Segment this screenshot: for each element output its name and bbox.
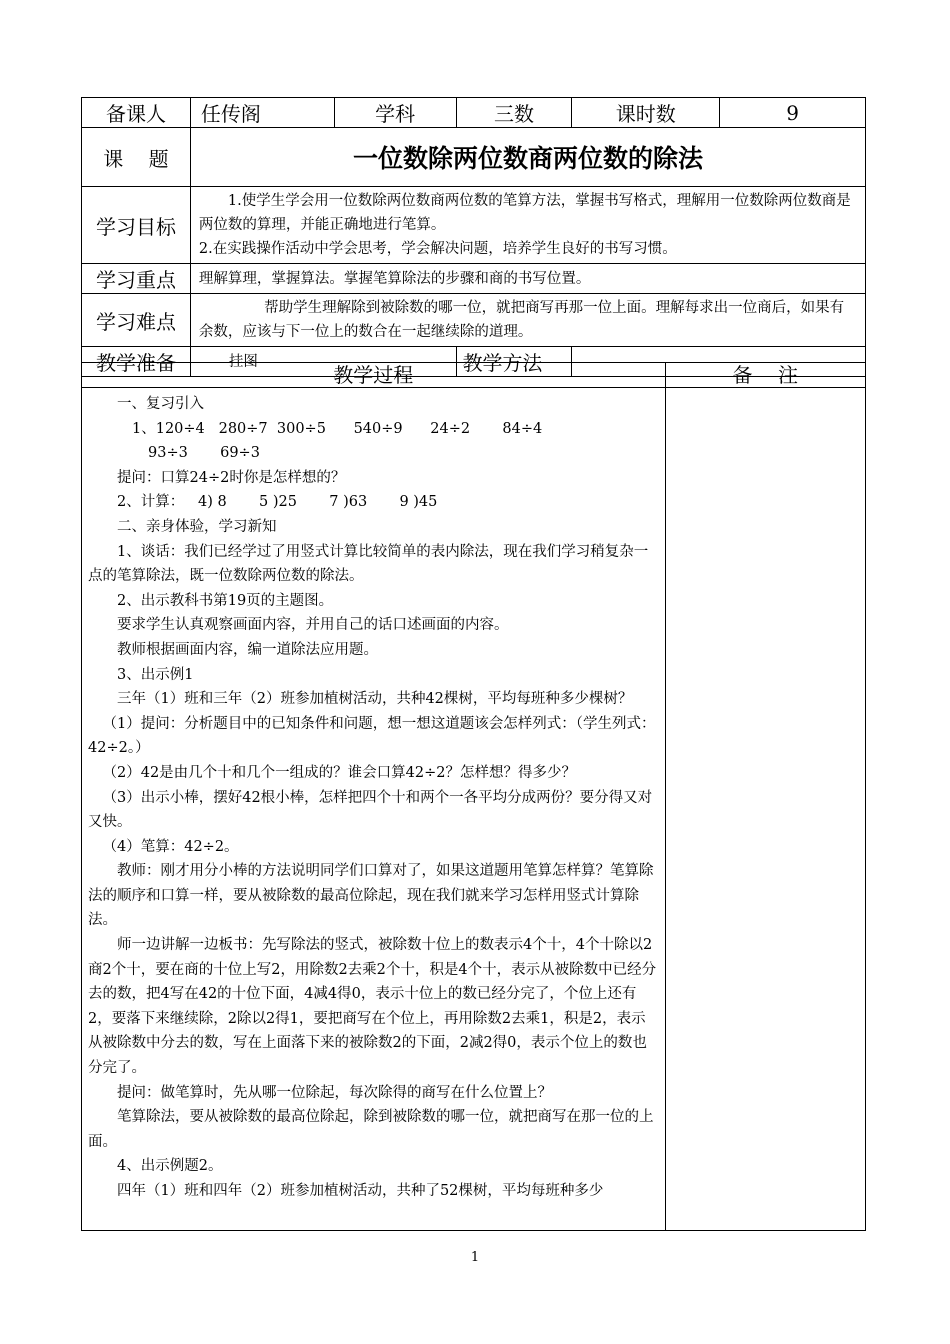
subject-label: 学科 (334, 98, 456, 128)
subject-value: 三数 (456, 98, 572, 128)
text-line: 教师根据画面内容，编一道除法应用题。 (117, 641, 378, 658)
example-problem: 三年（1）班和三年（2）班参加植树活动，共种42棵树，平均每班种多少棵树？ (117, 691, 633, 708)
process-content (82, 388, 666, 1231)
difficulty-cell (190, 294, 865, 347)
text-line: （2）42是由几个十和几个一组成的？谁会口算42÷2？怎样想？得多少？ (102, 764, 576, 781)
text-line: 2、出示教科书第19页的主题图。 (117, 592, 334, 609)
text-line: 4、出示例题2。 (117, 1158, 223, 1175)
prep-label: 教学准备 (82, 347, 191, 377)
text-line: 笔算除法，要从被除数的最高位除起，除到被除数的哪一位，就把商写在那一位的上面。 (88, 1109, 654, 1150)
process-body-row (82, 388, 866, 1231)
lesson-header-table (81, 97, 866, 377)
section-heading: 一、复习引入 (117, 396, 204, 412)
goals-row (82, 187, 866, 264)
key-row (82, 264, 866, 294)
difficulty-content: 帮助学生理解除到被除数的哪一位，就把商写再那一位上面。理解每求出一位商后，如果有余数，应该与下一位上的数合在一起继续除的道理。 (198, 300, 845, 340)
review-problems: 1、120÷4 280÷7 300÷5 540÷9 24÷2 84÷4 (132, 420, 543, 437)
goal-item: 1.使学生学会用一位数除两位数商两位数的笔算方法，掌握书写格式，理解用一位数除两位数商是两位数的算理，并能正确地进行笔算。 (198, 193, 851, 233)
teacher-label: 备课人 (82, 98, 191, 128)
teacher-value: 任传阁 (190, 98, 334, 128)
process-label: 教学过程 (82, 363, 666, 388)
text-line: （4）笔算：42÷2。 (102, 838, 239, 855)
page-number: 1 (470, 1250, 480, 1265)
goals-label: 学习目标 (82, 187, 191, 264)
hours-label: 课时数 (572, 98, 720, 128)
topic-label: 课 题 (82, 128, 191, 187)
example-problem: 四年（1）班和四年（2）班参加植树活动，共种了52棵树，平均每班种多少 (117, 1183, 604, 1199)
text-line: 提问：口算24÷2时你是怎样想的？ (117, 469, 346, 486)
teaching-process-table (81, 362, 866, 1231)
calc-problems: 2、计算： 4) 8 5 )25 7 )63 9 )45 (117, 494, 438, 511)
text-line: 教师：刚才用分小棒的方法说明同学们口算对了，如果这道题用笔算怎样算？笔算除法的顺序和口算一样，要从被除数的最高位除起，现在我们就来学习怎样用竖式计算除法。 (88, 863, 654, 929)
key-content: 理解算理，掌握算法。掌握笔算除法的步骤和商的书写位置。 (190, 264, 865, 294)
text-line: （3）出示小棒，摆好42根小棒，怎样把四个十和两个一各平均分成两份？要分得又对又快。 (88, 789, 653, 831)
text-line: 要求学生认真观察画面内容，并用自己的话口述画面的内容。 (117, 617, 509, 634)
text-line: 3、出示例1 (117, 666, 194, 683)
method-label: 教学方法 (456, 347, 572, 377)
text-line: （1）提问：分析题目中的已知条件和问题，想一想这道题该会怎样列式：（学生列式：42÷2。） (88, 715, 656, 757)
difficulty-row (82, 294, 866, 347)
notes-column (665, 388, 865, 1231)
prep-value: 挂图 (190, 347, 456, 377)
text-line: 师一边讲解一边板书：先写除法的竖式，被除数十位上的数表示4个十，4个十除以2商2个十，要在商的十位上写2，用除数2去乘2个十，积是4个十，表示从被除数中已经分去的数，把4写在42的十位下面，4减4得0，表示十位上的数已经分完了，个位上还有2，要落下来继续除，2除以2得1，要把商写在个位上，再用除数2去乘1，积是2，表示从被除数中分去的数，写在上面落下来的被除数2的下面，2减2得0，表示个位上的数也分完了。 (88, 937, 657, 1077)
review-problems: 93÷3 69÷3 (148, 445, 260, 462)
topic-row (82, 128, 866, 187)
section-heading: 二、亲身体验，学习新知 (117, 518, 277, 535)
text-line: 提问：做笔算时，先从哪一位除起，每次除得的商写在什么位置上？ (117, 1084, 552, 1101)
goals-content (190, 187, 865, 264)
goal-item: 2.在实践操作活动中学会思考，学会解决问题，培养学生良好的书写习惯。 (198, 241, 677, 257)
hours-value: 9 (720, 98, 866, 128)
key-label: 学习重点 (82, 264, 191, 294)
notes-label: 备 注 (665, 363, 865, 388)
difficulty-label: 学习难点 (82, 294, 191, 347)
topic-title: 一位数除两位数商两位数的除法 (190, 128, 865, 187)
info-row (82, 98, 866, 128)
process-header-row (82, 363, 866, 388)
text-line: 1、谈话：我们已经学过了用竖式计算比较简单的表内除法，现在我们学习稍复杂一点的笔算除法，既一位数除两位数的除法。 (88, 543, 649, 585)
